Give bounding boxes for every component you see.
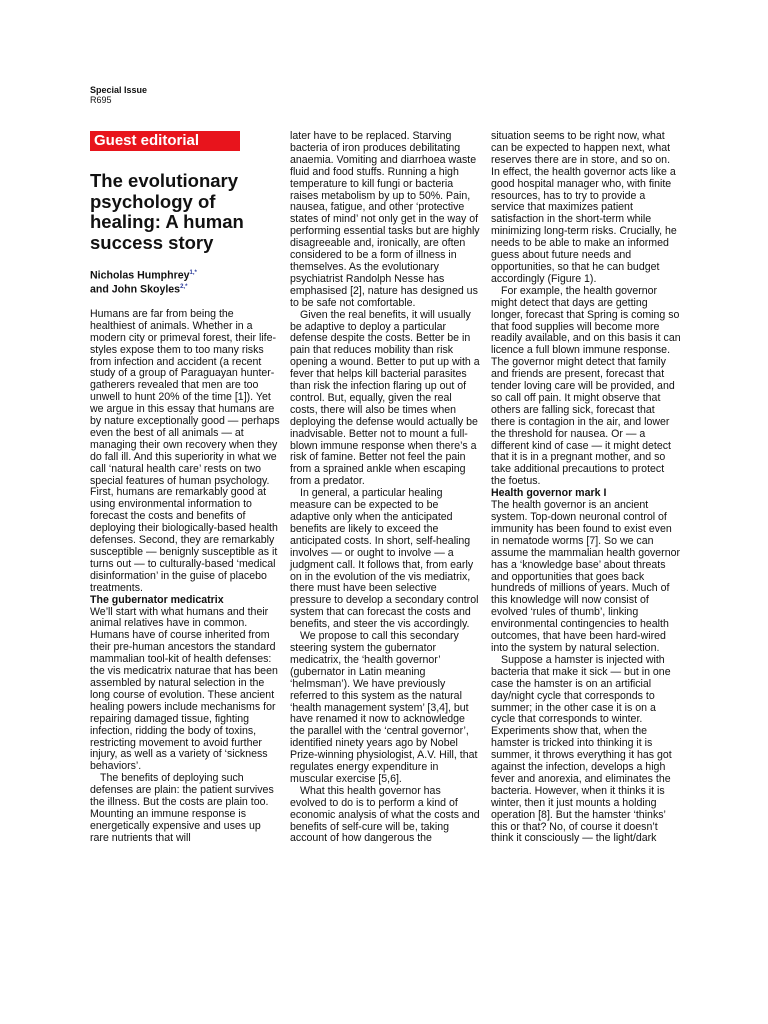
author-2: and John Skoyles [90,283,181,296]
paragraph: For example, the health governor might detect that days are getting longer, forecast that Spring is coming so that food supplies will become more readily available, and on this basis it can licence a full blown immune response. The governor might detect that family and friends are present, forecast that tender loving care will be provided, and so call off pain. It might observe that others are falling sick, forecast that there is contagion in the air, and lower the threshold for nausea. Or — a different kind of case — it might detect that it is in a pregnant mother, and so take additional precautions to protect the foetus. [491,284,681,488]
column-3 [491,131,681,845]
author-1-affiliation[interactable]: 1,* [189,270,197,276]
section-heading: The gubernator medicatrix [90,593,224,606]
paragraph: Given the real benefits, it will usually be adaptive to deploy a particular defense despite the costs. Better be in pain that reduces mobility than risk opening a wound. Better to put up with a fever that helps kill bacterial parasites than risk the infection flaring up out of control. But, equally, given the real costs, there will also be times when deploying the defense would actually be inadvisable. Better not to mount a full-blown immune response when there’s a risk of famine. Better not feel the pain from a sprained ankle when escaping from a predator. [290,308,480,488]
paragraph: The benefits of deploying such defenses are plain: the patient survives the illness. But the costs are plain too. Mounting an immune response is energetically expensive and uses up rare nutrients that will [90,772,274,844]
paragraph: Suppose a hamster is injected with bacteria that make it sick — but in one case the hamster is on an artificial day/night cycle that corresponds to summer; in the other case it is on a cycle that corresponds to winter. Experiments show that, when the hamster is tricked into thinking it is summer, it throws everything it has got against the infection, develops a high fever and anorexia, and eliminates the bacteria. However, when it thinks it is winter, then it just mounts a holding operation [8]. But the hamster ‘thinks’ this or that? No, of course it doesn’t think it consciously — the light/dark [491,653,672,845]
section-banner: Guest editorial [90,131,240,151]
column-2 [290,131,480,845]
paragraph: situation seems to be right now, what can be expected to happen next, what reserves there are in store, and so on. In effect, the health governor acts like a good hospital manager who, with finite resources, has to try to provide a service that maximizes patient satisfaction in the short-term while minimizing long-term risks. Crucially, he needs to be able to make an informed guess about future needs and opportunities, so that he can budget accordingly (Figure 1). [491,130,677,285]
journal-header [90,85,147,105]
section-heading: Health governor mark I [491,487,607,500]
paragraph: We’ll start with what humans and their animal relatives have in common. Humans have of course inherited from their pre-human ancestors the standard mammalian tool-kit of health defenses: the vis medicatrix naturae that has been assembled by natural selection in the long course of evolution. These ancient healing powers include mechanisms for repairing damaged tissue, fighting infection, ridding the body of toxins, restricting movement to avoid further injury, as well as a variety of ‘sickness behaviors’. [90,605,278,773]
paragraph: We propose to call this secondary steering system the gubernator medicatrix, the ‘health governor’ (gubernator in Latin meaning ‘helmsman’). We have previously referred to this system as the natural ‘health management system’ [3,4], but have renamed it now to acknowledge the parallel with the ‘central governor’, identified ninety years ago by Nobel Prize-winning physiologist, A.V. Hill, that regulates energy expenditure in muscular exercise [5,6]. [290,630,478,785]
author-1: Nicholas Humphrey [90,269,190,282]
paragraph: In general, a particular healing measure can be expected to be adaptive only when the anticipated benefits are likely to exceed the anticipated costs. In short, self-healing involves — or ought to involve — a judgment call. It follows that, from early on in the evolution of the vis mediatrix, there must have been selective pressure to develop a secondary control system that can forecast the costs and benefits, and steer the vis accordingly. [290,487,479,631]
author-2-affiliation[interactable]: 2,* [180,284,188,291]
paragraph: later have to be replaced. Starving bacteria of iron produces debilitating anaemia. Vomiting and diarrhoea waste fluid and food stuffs. Running a high temperature to kill fungi or bacteria raises metabolism by up to 50%. Pain, nausea, fatigue, and other ‘protective states of mind’ not only get in the way of performing essential tasks but are highly disagreeable and, ironically, are often considered to be a form of illness in themselves. As the evolutionary psychiatrist Randolph Nesse has emphasised [2], nature has designed us to be safe not comfortable. [290,130,480,309]
paragraph: The health governor is an ancient system. Top-down neuronal control of immunity has been found to exist even in nematode worms [7]. So we can assume the mammalian health governor has a ‘knowledge base’ about threats and opportunities that goes back hundreds of millions of years. Much of this knowledge will now consist of evolved ‘rules of thumb’, linking environmental contingencies to health outcomes, that have been hard-wired into the system by natural selection. [491,499,681,654]
paragraph: What this health governor has evolved to do is to perform a kind of economic analysis of what the costs and benefits of self-cure will be, taking account of how dangerous the [290,784,480,845]
issue-label: Special Issue [90,85,148,95]
page-number: R695 [90,95,112,105]
paragraph: Humans are far from being the healthiest of animals. Whether in a modern city or primeval forest, their life-styles expose them to too many risks from infection and accident (a recent study of a group of Paraguayan hunter-gatherers revealed that men are too unwell to hunt 20% of the time [1]). Yet we argue in this essay that humans are by nature exceptionally good — perhaps even the best of all animals — at managing their own recovery when they do fall ill. And this superiority in what we call ‘natural health care’ rests on two special features of human psychology. First, humans are remarkably good at using environmental information to forecast the costs and benefits of deploying their biologically-based health defenses. Second, they are remarkably susceptible — benignly susceptible as it turns out — to culturally-based ‘medical disinformation’ in the guise of placebo treatments. [90,307,280,594]
article-title: The evolutionary psychology of healing: A human success story [90,170,244,253]
author-list [90,268,280,297]
column-1 [90,131,280,845]
